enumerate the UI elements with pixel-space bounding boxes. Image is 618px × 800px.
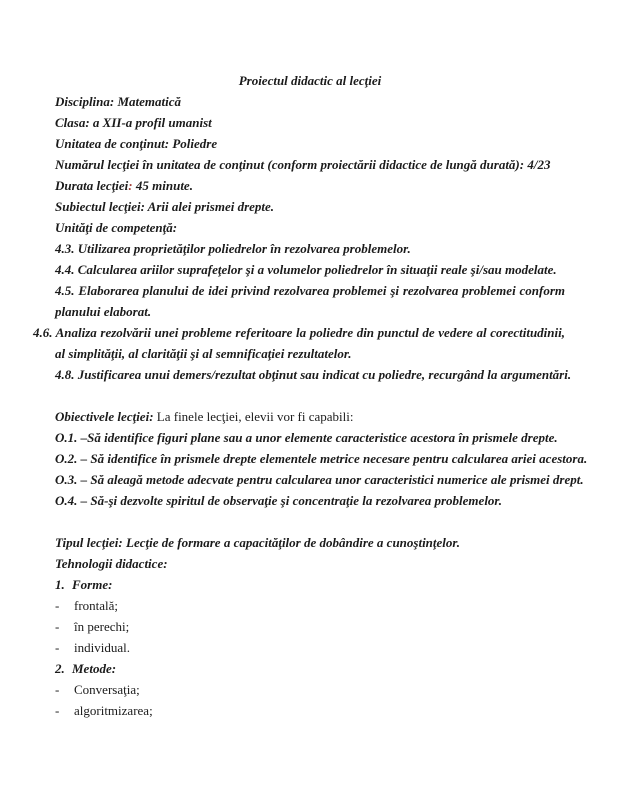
meta-subiectul: Subiectul lecţiei: Arii alei prismei drepte. [55, 199, 275, 214]
objective-o2: O.2. – Să identifice în prismele drepte elementele metrice necesare pentru calcularea ariei acestora. [55, 451, 588, 466]
list-item-text: algoritmizarea; [74, 703, 153, 718]
meta-durata [55, 175, 565, 196]
obiectivele-heading [55, 406, 565, 427]
tipul-line: Tipul lecţiei: Lecţie de formare a capacităţilor de dobândire a cunoştinţelor. [55, 535, 460, 550]
objective-o4: O.4. – Să-şi dezvolte spiritul de observaţie şi concentraţie la rezolvarea problemelor. [55, 493, 503, 508]
durata-label: Durata lecţiei [55, 178, 129, 193]
competency-4-4: 4.4. Calcularea ariilor suprafeţelor şi a volumelor poliedrelor în situaţii reale şi/sau modelate. [55, 262, 557, 277]
metode-item-algoritmizarea [55, 700, 565, 721]
metode-item-conversatia [55, 679, 565, 700]
metode-number: 2. [55, 661, 65, 676]
durata-value: 45 minute. [132, 178, 193, 193]
competency-4-3: 4.3. Utilizarea proprietăţilor poliedrelor în rezolvarea problemelor. [55, 241, 411, 256]
dash-bullet: - [55, 703, 60, 718]
forme-number: 1. [55, 577, 65, 592]
list-item-text: frontală; [74, 598, 119, 613]
list-item-text: individual. [74, 640, 130, 655]
competency-4-8: 4.8. Justificarea unui demers/rezultat obţinut sau indicat cu poliedre, recurgând la argumentări. [55, 367, 572, 382]
tehnologii-heading: Tehnologii didactice: [55, 556, 168, 571]
forme-item-frontala [55, 595, 565, 616]
forme-item-perechi [55, 616, 565, 637]
forme-heading [55, 574, 565, 595]
forme-label: Forme: [72, 577, 113, 592]
meta-disciplina: Disciplina: Matematică [55, 94, 182, 109]
document-title: Proiectul didactic al lecţiei [238, 73, 382, 88]
dash-bullet: - [55, 640, 60, 655]
forme-item-individual [55, 637, 565, 658]
unitati-heading: Unităţi de competenţă: [55, 220, 178, 235]
competency-4-5: 4.5. Elaborarea planului de idei privind rezolvarea problemei şi rezolvarea problemei conform planului elaborat. [55, 283, 565, 319]
metode-heading [55, 658, 565, 679]
blank-line [55, 511, 565, 532]
list-item-text: Conversaţia; [74, 682, 140, 697]
metode-label: Metode: [72, 661, 117, 676]
durata-colon: : [128, 178, 133, 193]
list-item-text: în perechi; [74, 619, 130, 634]
objective-o3: O.3. – Să aleagă metode adecvate pentru calcularea unor caracteristici numerice ale prismei drept. [55, 472, 584, 487]
dash-bullet: - [55, 682, 60, 697]
dash-bullet: - [55, 619, 60, 634]
meta-unitatea: Unitatea de conţinut: Poliedre [55, 136, 218, 151]
competency-4-6: 4.6. Analiza rezolvării unei probleme referitoare la poliedre din punctul de vedere al corectitudinii, al simplităţii, al clarităţii şi al semnificaţiei rezultatelor. [33, 325, 565, 361]
meta-numarul: Numărul lecţiei în unitatea de conţinut (conform proiectării didactice de lungă durată): 4/23 [55, 157, 551, 172]
meta-clasa: Clasa: a XII-a profil umanist [55, 115, 212, 130]
obiectivele-intro: La finele lecţiei, elevii vor fi capabili: [153, 409, 354, 424]
obiectivele-label: Obiectivele lecţiei: [55, 409, 154, 424]
objective-o1: O.1. –Să identifice figuri plane sau a unor elemente caracteristice acestora în prismele drepte. [55, 430, 558, 445]
blank-line [55, 385, 565, 406]
dash-bullet: - [55, 598, 60, 613]
